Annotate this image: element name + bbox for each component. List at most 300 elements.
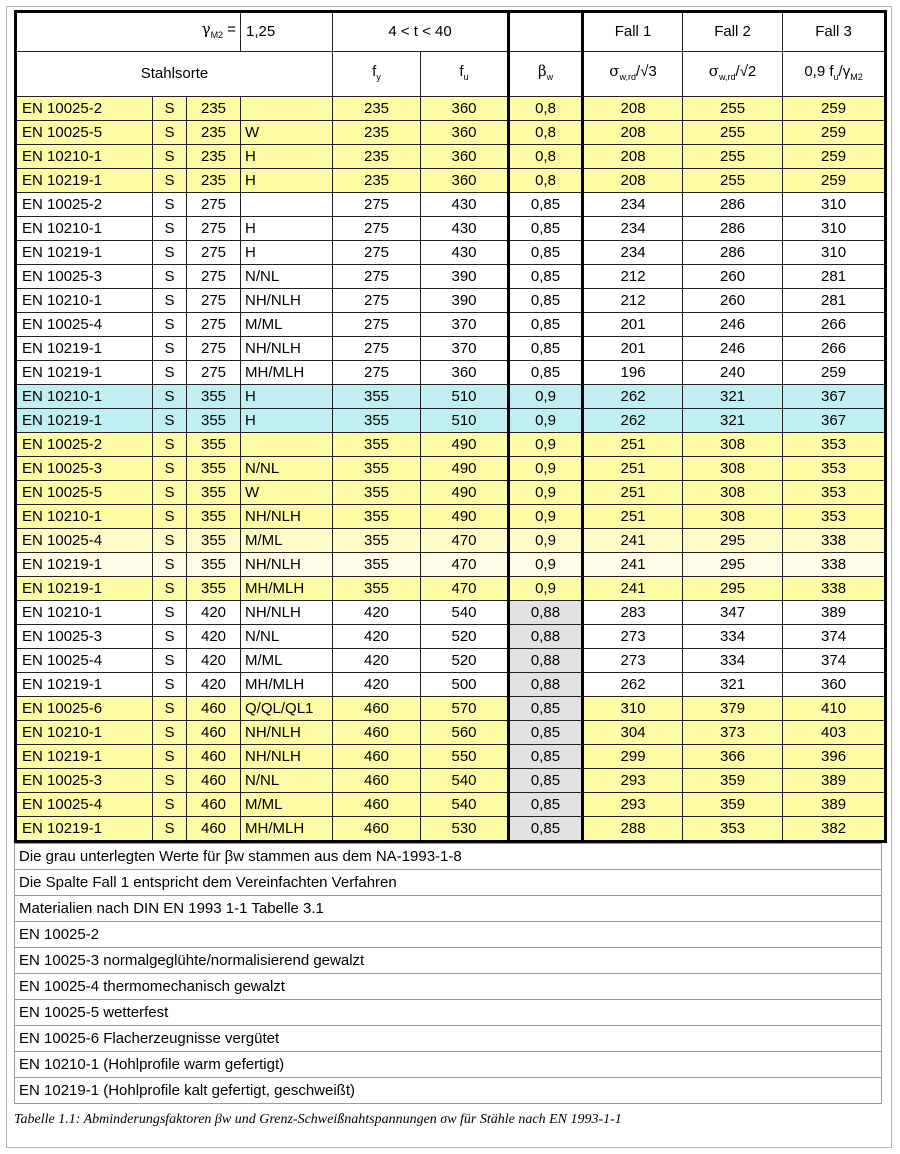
- strength-class-cell: 355: [187, 385, 241, 409]
- fall3-formula-sub: u: [833, 71, 839, 82]
- steel-prefix-cell: S: [153, 337, 187, 361]
- fy-cell: 355: [333, 529, 421, 553]
- fu-cell: 390: [421, 265, 509, 289]
- norm-cell: EN 10219-1: [16, 817, 153, 842]
- norm-cell: EN 10219-1: [16, 169, 153, 193]
- table-row: [16, 577, 886, 601]
- norm-cell: EN 10025-3: [16, 265, 153, 289]
- fall1-cell: 212: [583, 289, 683, 313]
- fu-cell: 540: [421, 793, 509, 817]
- beta-header: [509, 52, 583, 97]
- table-row: [16, 385, 886, 409]
- beta-w-cell: 0,8: [509, 121, 583, 145]
- fall2-cell: 359: [683, 793, 783, 817]
- fy-cell: 460: [333, 769, 421, 793]
- fu-cell: 490: [421, 433, 509, 457]
- beta-w-cell: 0,85: [509, 313, 583, 337]
- norm-cell: EN 10025-2: [16, 97, 153, 121]
- fu-cell: 520: [421, 649, 509, 673]
- note-row: [15, 1026, 882, 1052]
- fu-cell: 490: [421, 505, 509, 529]
- steel-prefix-cell: S: [153, 577, 187, 601]
- note-row: [15, 896, 882, 922]
- fall1-cell: 262: [583, 673, 683, 697]
- fy-cell: 275: [333, 337, 421, 361]
- steel-prefix-cell: S: [153, 289, 187, 313]
- fy-cell: 275: [333, 313, 421, 337]
- fall3-cell: 403: [783, 721, 886, 745]
- steel-prefix-cell: S: [153, 529, 187, 553]
- steel-prefix-cell: S: [153, 697, 187, 721]
- fall3-cell: 389: [783, 793, 886, 817]
- header-row-2: [16, 52, 886, 97]
- fall1-cell: 241: [583, 577, 683, 601]
- norm-cell: EN 10210-1: [16, 721, 153, 745]
- fall2-cell: 308: [683, 433, 783, 457]
- fall3-cell: 353: [783, 505, 886, 529]
- table-caption: Tabelle 1.1: Abminderungsfaktoren βw und Grenz-Schweißnahtspannungen σw für Stähle nach EN 1993-1-1: [14, 1112, 622, 1127]
- table-row: [16, 217, 886, 241]
- strength-class-cell: 460: [187, 745, 241, 769]
- strength-class-cell: 235: [187, 97, 241, 121]
- grade-cell: NH/NLH: [241, 553, 333, 577]
- fall1-cell: 273: [583, 625, 683, 649]
- norm-cell: EN 10025-4: [16, 649, 153, 673]
- beta-w-cell: 0,85: [509, 361, 583, 385]
- table-row: [16, 169, 886, 193]
- fall3-cell: 281: [783, 289, 886, 313]
- grade-cell: [241, 193, 333, 217]
- fall3-cell: 310: [783, 241, 886, 265]
- beta-w-cell: 0,9: [509, 457, 583, 481]
- table-row: [16, 265, 886, 289]
- grade-cell: H: [241, 385, 333, 409]
- fall2-cell: 286: [683, 193, 783, 217]
- steel-prefix-cell: S: [153, 409, 187, 433]
- steel-prefix-cell: S: [153, 601, 187, 625]
- table-row: [16, 241, 886, 265]
- fall1-cell: 234: [583, 193, 683, 217]
- norm-cell: EN 10219-1: [16, 673, 153, 697]
- fy-cell: 235: [333, 121, 421, 145]
- fall3-formula-sub2: M2: [850, 71, 863, 82]
- fall3-formula-header: [783, 52, 886, 97]
- norm-cell: EN 10025-4: [16, 313, 153, 337]
- fall2-cell: 359: [683, 769, 783, 793]
- fu-cell: 360: [421, 121, 509, 145]
- fy-cell: 275: [333, 193, 421, 217]
- fall1-header: Fall 1: [583, 12, 683, 52]
- strength-class-cell: 355: [187, 529, 241, 553]
- fu-cell: 360: [421, 169, 509, 193]
- fall2-cell: 255: [683, 145, 783, 169]
- beta-w-cell: 0,88: [509, 601, 583, 625]
- table-row: [16, 289, 886, 313]
- table-row: [16, 481, 886, 505]
- fall1-cell: 304: [583, 721, 683, 745]
- fall1-cell: 251: [583, 481, 683, 505]
- fy-cell: 460: [333, 697, 421, 721]
- note-text: EN 10025-4 thermomechanisch gewalzt: [15, 974, 882, 1000]
- fall3-cell: 281: [783, 265, 886, 289]
- beta-w-cell: 0,8: [509, 169, 583, 193]
- fu-cell: 540: [421, 601, 509, 625]
- norm-cell: EN 10210-1: [16, 145, 153, 169]
- note-text: EN 10025-6 Flacherzeugnisse vergütet: [15, 1026, 882, 1052]
- norm-cell: EN 10210-1: [16, 505, 153, 529]
- note-text: EN 10025-5 wetterfest: [15, 1000, 882, 1026]
- fall1-cell: 208: [583, 121, 683, 145]
- fy-cell: 355: [333, 457, 421, 481]
- fy-cell: 460: [333, 817, 421, 842]
- fall2-cell: 373: [683, 721, 783, 745]
- strength-class-cell: 235: [187, 145, 241, 169]
- grade-cell: NH/NLH: [241, 745, 333, 769]
- gamma-label-cell: [16, 12, 241, 52]
- fall2-header: Fall 2: [683, 12, 783, 52]
- fall2-cell: 240: [683, 361, 783, 385]
- beta-w-cell: 0,85: [509, 745, 583, 769]
- grade-cell: MH/MLH: [241, 673, 333, 697]
- grade-cell: NH/NLH: [241, 721, 333, 745]
- notes-body: [15, 844, 882, 1104]
- fy-cell: 235: [333, 145, 421, 169]
- beta-w-cell: 0,9: [509, 577, 583, 601]
- grade-cell: M/ML: [241, 649, 333, 673]
- steel-table: [14, 10, 887, 843]
- beta-w-cell: 0,9: [509, 481, 583, 505]
- steel-prefix-cell: S: [153, 385, 187, 409]
- norm-cell: EN 10025-2: [16, 193, 153, 217]
- steel-prefix-cell: S: [153, 481, 187, 505]
- fall2-cell: 246: [683, 313, 783, 337]
- norm-cell: EN 10025-3: [16, 457, 153, 481]
- fy-cell: 420: [333, 601, 421, 625]
- fy-cell: 355: [333, 577, 421, 601]
- fu-cell: 570: [421, 697, 509, 721]
- norm-cell: EN 10219-1: [16, 553, 153, 577]
- sigma2-symbol: σ: [708, 62, 720, 80]
- gamma-equals: =: [227, 21, 237, 38]
- strength-class-cell: 275: [187, 241, 241, 265]
- fall2-cell: 286: [683, 241, 783, 265]
- fall3-cell: 353: [783, 457, 886, 481]
- gamma-subscript: M2: [210, 30, 224, 40]
- steel-prefix-cell: S: [153, 433, 187, 457]
- table-row: [16, 793, 886, 817]
- fall3-cell: 259: [783, 121, 886, 145]
- fu-cell: 550: [421, 745, 509, 769]
- norm-cell: EN 10025-4: [16, 529, 153, 553]
- strength-class-cell: 355: [187, 553, 241, 577]
- beta-w-cell: 0,8: [509, 145, 583, 169]
- fu-cell: 360: [421, 361, 509, 385]
- fall3-cell: 353: [783, 481, 886, 505]
- steel-prefix-cell: S: [153, 769, 187, 793]
- fall2-cell: 347: [683, 601, 783, 625]
- strength-class-cell: 355: [187, 433, 241, 457]
- grade-cell: MH/MLH: [241, 577, 333, 601]
- fall1-cell: 241: [583, 529, 683, 553]
- norm-cell: EN 10210-1: [16, 385, 153, 409]
- fall3-cell: 259: [783, 97, 886, 121]
- table-row: [16, 625, 886, 649]
- fall1-cell: 262: [583, 385, 683, 409]
- fall3-cell: 259: [783, 145, 886, 169]
- fu-cell: 530: [421, 817, 509, 842]
- fu-cell: 560: [421, 721, 509, 745]
- fu-cell: 430: [421, 241, 509, 265]
- beta-blank-header: [509, 12, 583, 52]
- fall1-cell: 293: [583, 793, 683, 817]
- beta-w-cell: 0,85: [509, 793, 583, 817]
- fall3-cell: 389: [783, 601, 886, 625]
- steel-prefix-cell: S: [153, 145, 187, 169]
- fu-cell: 470: [421, 553, 509, 577]
- grade-cell: H: [241, 409, 333, 433]
- fu-cell: 510: [421, 409, 509, 433]
- strength-class-cell: 355: [187, 481, 241, 505]
- fall2-cell: 334: [683, 625, 783, 649]
- beta-w-cell: 0,9: [509, 505, 583, 529]
- note-text: EN 10025-2: [15, 922, 882, 948]
- norm-cell: EN 10219-1: [16, 745, 153, 769]
- fu-subscript: u: [463, 71, 469, 82]
- fall1-cell: 196: [583, 361, 683, 385]
- strength-class-cell: 355: [187, 457, 241, 481]
- fu-cell: 490: [421, 457, 509, 481]
- grade-cell: NH/NLH: [241, 337, 333, 361]
- norm-cell: EN 10219-1: [16, 361, 153, 385]
- note-row: [15, 1000, 882, 1026]
- steel-prefix-cell: S: [153, 625, 187, 649]
- fy-cell: 235: [333, 169, 421, 193]
- steel-prefix-cell: S: [153, 457, 187, 481]
- strength-class-cell: 235: [187, 121, 241, 145]
- fall3-cell: 338: [783, 529, 886, 553]
- steel-prefix-cell: S: [153, 745, 187, 769]
- steel-prefix-cell: S: [153, 169, 187, 193]
- fy-cell: 275: [333, 241, 421, 265]
- note-row: [15, 844, 882, 870]
- fy-cell: 235: [333, 97, 421, 121]
- table-row: [16, 505, 886, 529]
- fy-cell: 355: [333, 481, 421, 505]
- norm-cell: EN 10025-2: [16, 433, 153, 457]
- beta-w-cell: 0,85: [509, 193, 583, 217]
- fall3-cell: 374: [783, 625, 886, 649]
- beta-w-cell: 0,88: [509, 649, 583, 673]
- steel-prefix-cell: S: [153, 721, 187, 745]
- steel-prefix-cell: S: [153, 241, 187, 265]
- fall1-cell: 251: [583, 433, 683, 457]
- grade-cell: N/NL: [241, 265, 333, 289]
- fall2-cell: 321: [683, 385, 783, 409]
- fu-header: [421, 52, 509, 97]
- beta-w-cell: 0,85: [509, 817, 583, 842]
- beta-w-cell: 0,85: [509, 697, 583, 721]
- grade-cell: N/NL: [241, 457, 333, 481]
- table-row: [16, 433, 886, 457]
- fy-cell: 420: [333, 625, 421, 649]
- fall3-header: Fall 3: [783, 12, 886, 52]
- fall1-cell: 299: [583, 745, 683, 769]
- grade-cell: H: [241, 169, 333, 193]
- strength-class-cell: 275: [187, 289, 241, 313]
- strength-class-cell: 460: [187, 817, 241, 842]
- norm-cell: EN 10210-1: [16, 289, 153, 313]
- fall1-cell: 251: [583, 457, 683, 481]
- fall2-cell: 308: [683, 505, 783, 529]
- grade-cell: NH/NLH: [241, 505, 333, 529]
- thickness-range-cell: 4 < t < 40: [333, 12, 509, 52]
- note-row: [15, 922, 882, 948]
- sigma2-root: /√2: [735, 63, 757, 80]
- fy-cell: 420: [333, 649, 421, 673]
- fall3-cell: 410: [783, 697, 886, 721]
- beta-w-cell: 0,9: [509, 409, 583, 433]
- strength-class-cell: 275: [187, 193, 241, 217]
- note-row: [15, 870, 882, 896]
- fu-cell: 520: [421, 625, 509, 649]
- fall3-cell: 310: [783, 217, 886, 241]
- beta-w-cell: 0,85: [509, 721, 583, 745]
- note-row: [15, 1052, 882, 1078]
- note-text: Die grau unterlegten Werte für βw stammen aus dem NA-1993-1-8: [15, 844, 882, 870]
- fall1-cell: 241: [583, 553, 683, 577]
- fall1-cell: 293: [583, 769, 683, 793]
- fy-cell: 420: [333, 673, 421, 697]
- fall3-cell: 367: [783, 385, 886, 409]
- fy-subscript: y: [376, 71, 381, 82]
- stahlsorte-header: Stahlsorte: [16, 52, 333, 97]
- steel-prefix-cell: S: [153, 649, 187, 673]
- norm-cell: EN 10025-3: [16, 625, 153, 649]
- fu-cell: 470: [421, 529, 509, 553]
- fy-cell: 355: [333, 385, 421, 409]
- fu-cell: 540: [421, 769, 509, 793]
- beta-w-cell: 0,85: [509, 337, 583, 361]
- fall1-cell: 234: [583, 217, 683, 241]
- strength-class-cell: 355: [187, 409, 241, 433]
- beta-w-cell: 0,9: [509, 385, 583, 409]
- fall2-cell: 246: [683, 337, 783, 361]
- note-text: Materialien nach DIN EN 1993 1-1 Tabelle 3.1: [15, 896, 882, 922]
- beta-w-cell: 0,8: [509, 97, 583, 121]
- fy-cell: 460: [333, 793, 421, 817]
- fall2-cell: 260: [683, 265, 783, 289]
- sigma1-header: [583, 52, 683, 97]
- fall2-cell: 295: [683, 577, 783, 601]
- beta-w-cell: 0,85: [509, 289, 583, 313]
- grade-cell: N/NL: [241, 625, 333, 649]
- norm-cell: EN 10210-1: [16, 217, 153, 241]
- strength-class-cell: 275: [187, 265, 241, 289]
- table-row: [16, 313, 886, 337]
- strength-class-cell: 235: [187, 169, 241, 193]
- fall2-cell: 308: [683, 481, 783, 505]
- gamma-symbol: γ: [201, 20, 211, 38]
- grade-cell: M/ML: [241, 313, 333, 337]
- beta-w-cell: 0,85: [509, 265, 583, 289]
- note-row: [15, 1078, 882, 1104]
- table-row: [16, 673, 886, 697]
- steel-prefix-cell: S: [153, 97, 187, 121]
- fall1-cell: 273: [583, 649, 683, 673]
- grade-cell: MH/MLH: [241, 361, 333, 385]
- fall2-cell: 353: [683, 817, 783, 842]
- fall1-cell: 201: [583, 337, 683, 361]
- norm-cell: EN 10219-1: [16, 337, 153, 361]
- fy-cell: 355: [333, 553, 421, 577]
- steel-prefix-cell: S: [153, 673, 187, 697]
- table-row: [16, 97, 886, 121]
- grade-cell: W: [241, 481, 333, 505]
- table-row: [16, 409, 886, 433]
- fall2-cell: 366: [683, 745, 783, 769]
- steel-prefix-cell: S: [153, 121, 187, 145]
- fy-header: [333, 52, 421, 97]
- fy-cell: 355: [333, 433, 421, 457]
- fu-cell: 390: [421, 289, 509, 313]
- grade-cell: W: [241, 121, 333, 145]
- fall2-cell: 321: [683, 409, 783, 433]
- table-body: [16, 97, 886, 842]
- fall1-cell: 262: [583, 409, 683, 433]
- fall3-cell: 338: [783, 553, 886, 577]
- beta-w-cell: 0,85: [509, 241, 583, 265]
- grade-cell: MH/MLH: [241, 817, 333, 842]
- note-row: [15, 948, 882, 974]
- beta-w-cell: 0,9: [509, 553, 583, 577]
- fall2-cell: 379: [683, 697, 783, 721]
- table-row: [16, 361, 886, 385]
- sigma2-header: [683, 52, 783, 97]
- strength-class-cell: 460: [187, 769, 241, 793]
- beta-w-cell: 0,85: [509, 769, 583, 793]
- grade-cell: M/ML: [241, 793, 333, 817]
- fy-cell: 355: [333, 505, 421, 529]
- fall3-cell: 266: [783, 337, 886, 361]
- beta-symbol: β: [537, 62, 547, 80]
- fall3-cell: 310: [783, 193, 886, 217]
- grade-cell: Q/QL/QL1: [241, 697, 333, 721]
- fu-cell: 490: [421, 481, 509, 505]
- table-row: [16, 769, 886, 793]
- strength-class-cell: 355: [187, 577, 241, 601]
- sigma1-root: /√3: [636, 63, 657, 80]
- fu-cell: 470: [421, 577, 509, 601]
- steel-prefix-cell: S: [153, 265, 187, 289]
- fall2-cell: 255: [683, 121, 783, 145]
- table-row: [16, 145, 886, 169]
- table-row: [16, 457, 886, 481]
- table-row: [16, 649, 886, 673]
- norm-cell: EN 10210-1: [16, 601, 153, 625]
- steel-prefix-cell: S: [153, 817, 187, 842]
- table-row: [16, 745, 886, 769]
- fu-cell: 500: [421, 673, 509, 697]
- note-text: EN 10210-1 (Hohlprofile warm gefertigt): [15, 1052, 882, 1078]
- sigma1-subscript: w,rd: [619, 72, 637, 82]
- table-row: [16, 337, 886, 361]
- fy-cell: 460: [333, 721, 421, 745]
- strength-class-cell: 275: [187, 313, 241, 337]
- fu-symbol: f: [459, 62, 464, 80]
- strength-class-cell: 420: [187, 649, 241, 673]
- steel-prefix-cell: S: [153, 217, 187, 241]
- steel-prefix-cell: S: [153, 361, 187, 385]
